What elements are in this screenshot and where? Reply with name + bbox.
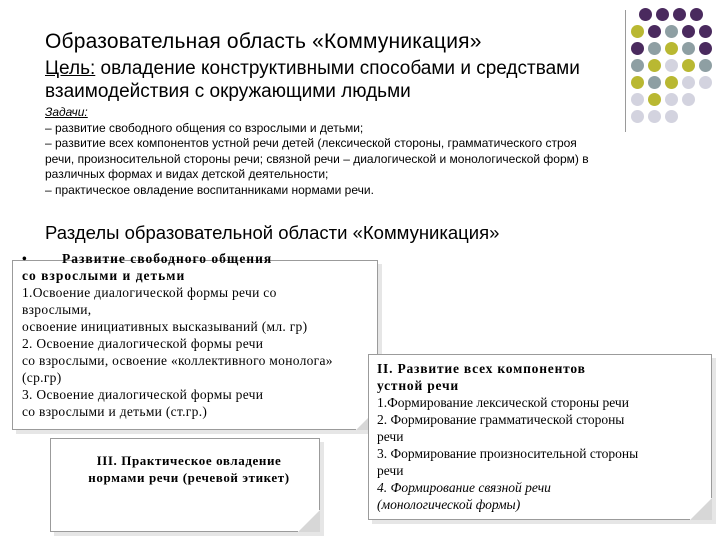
decorative-dot <box>656 8 669 21</box>
section3-line2: нормами речи (речевой этикет) <box>88 470 290 485</box>
section2-line: 4. Формирование связной речи <box>377 480 551 495</box>
section2-line: 2. Формирование грамматической стороны <box>377 412 625 427</box>
decorative-dot <box>665 25 678 38</box>
decorative-dot <box>699 42 712 55</box>
section2-line: речи <box>377 463 404 478</box>
decorative-dot <box>639 8 652 21</box>
section2-heading-line2: устной речи <box>377 378 459 393</box>
sections-title: Разделы образовательной области «Коммуникация» <box>45 222 500 243</box>
decorative-dot <box>682 25 695 38</box>
section1-line: со взрослыми и детьми (ст.гр.) <box>22 404 208 419</box>
goal-label: Цель: <box>45 58 96 79</box>
goal-text: овладение конструктивными способами и средствами взаимодействия с окружающими людьми <box>45 58 580 102</box>
section1-heading-line2: со взрослыми и детьми <box>22 268 186 283</box>
decorative-dot <box>690 8 703 21</box>
section2-line: 3. Формирование произносительной стороны <box>377 446 639 461</box>
section1-text <box>22 250 382 420</box>
decorative-dot <box>665 93 678 106</box>
decorative-dot <box>648 59 661 72</box>
task-item: – развитие всех компонентов устной речи детей (лексической стороны, грамматического строя речи, произносительной стороны речи; связной речи – диалогической и монологической форм) в различных формах и видах детской деятельности; <box>45 136 589 181</box>
decorative-dot <box>682 93 695 106</box>
decorative-dot <box>665 110 678 123</box>
decorative-dot <box>648 93 661 106</box>
decorative-dot <box>631 25 644 38</box>
decorative-dot-grid <box>631 8 720 128</box>
task-item: – развитие свободного общения со взрослыми и детьми; <box>45 120 364 135</box>
page-title: Образовательная область «Коммуникация» <box>45 30 482 53</box>
section3-text <box>64 452 314 486</box>
section1-line: 1.Освоение диалогической формы речи со <box>22 285 277 300</box>
section2-text <box>377 360 712 513</box>
section2-line: 1.Формирование лексической стороны речи <box>377 395 629 410</box>
decorative-dot <box>699 25 712 38</box>
tasks-block <box>45 105 595 198</box>
decorative-dot <box>682 42 695 55</box>
decorative-dot <box>665 59 678 72</box>
decorative-dot <box>682 59 695 72</box>
section1-line: 3. Освоение диалогической формы речи <box>22 387 264 402</box>
goal-block <box>45 57 625 103</box>
section1-heading <box>22 250 382 267</box>
decorative-dot <box>631 59 644 72</box>
section2-line: (монологической формы) <box>377 497 521 512</box>
section1-line: 2. Освоение диалогической формы речи <box>22 336 264 351</box>
decorative-dot <box>665 42 678 55</box>
decorative-dot <box>631 110 644 123</box>
section3-line1: III. Практическое овладение <box>96 453 282 468</box>
divider-line <box>625 10 626 132</box>
decorative-dot <box>699 76 712 89</box>
decorative-dot <box>648 76 661 89</box>
section2-line: речи <box>377 429 404 444</box>
decorative-dot <box>699 59 712 72</box>
section1-line: со взрослыми, освоение «коллективного монолога» <box>22 353 333 368</box>
section2-heading-line1: II. Развитие всех компонентов <box>377 361 586 376</box>
decorative-dot <box>665 76 678 89</box>
decorative-dot <box>631 42 644 55</box>
bullet: • <box>22 251 28 266</box>
decorative-dot <box>648 25 661 38</box>
section1-heading-line1: Развитие свободного общения <box>62 251 273 266</box>
decorative-dot <box>631 93 644 106</box>
section1-line: освоение инициативных высказываний (мл. гр) <box>22 319 308 334</box>
decorative-dot <box>648 42 661 55</box>
decorative-dot <box>631 76 644 89</box>
decorative-dot <box>682 76 695 89</box>
decorative-dot <box>673 8 686 21</box>
section1-line: взрослыми, <box>22 302 92 317</box>
task-item: – практическое овладение воспитанниками нормами речи. <box>45 182 374 197</box>
section1-line: (ср.гр) <box>22 370 62 385</box>
page-curl <box>298 510 320 532</box>
decorative-dot <box>648 110 661 123</box>
tasks-title: Задачи: <box>45 105 88 119</box>
